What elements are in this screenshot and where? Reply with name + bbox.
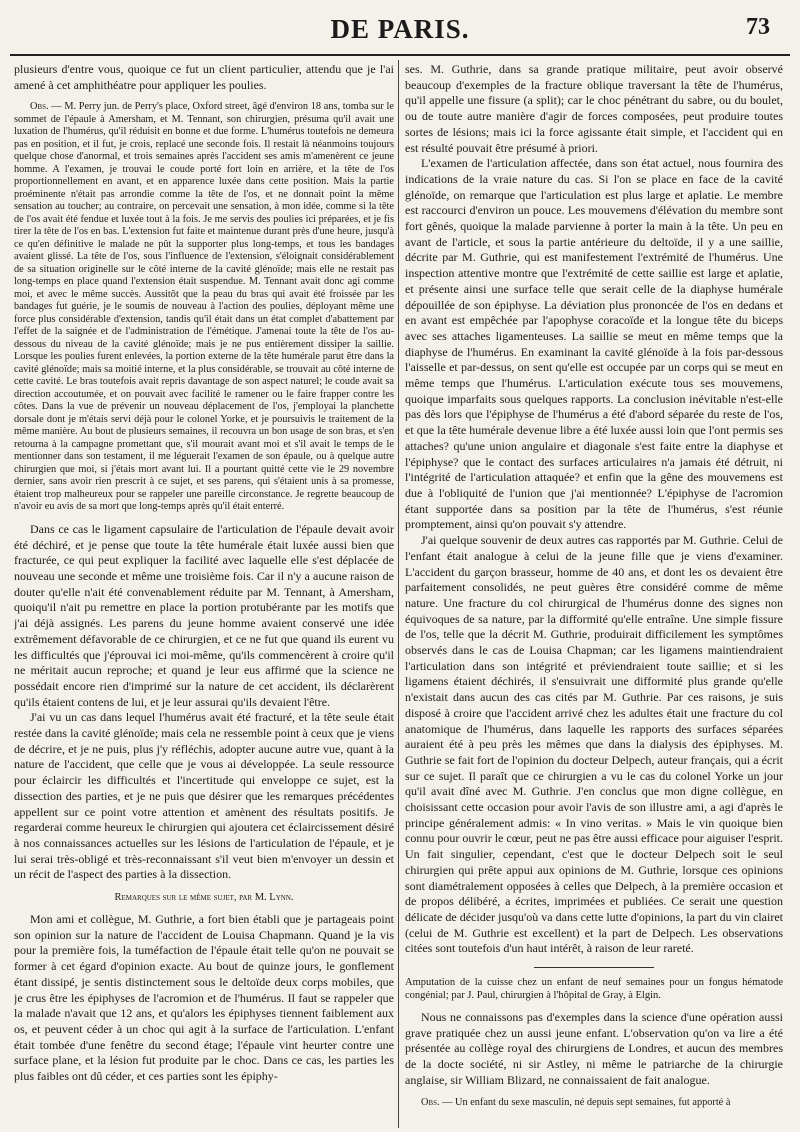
paragraph: L'examen de l'articulation affectée, dans son état actuel, nous fournira des indications de la vraie nature du cas. Si l'on se place en face de la cavité glénoïde, on remarque que l'articulation est plus large et aplatie. Le membre est raccourci d'environ un pouce. Les mouvemens d'élévation du membre sont fort gênés, quoique la malade parvienne à porter la main à la tête. Un peu en avant de l'article, et sous la partie antérieure du deltoïde, il y a une saillie, décrite par M. Guthrie, qui est manifestement l'extrémité de l'humérus. Une inspection attentive montre que l'extrémité de cette saillie est large et aplatie, et présente ainsi une surface telle que serait celle de la diaphyse humérale dépouillée de son épiphyse. La déviation plus prononcée de l'os en dedans et en avant est empêchée par l'apophyse coracoïde et la longue tête du biceps avec ses attaches ligamenteuses. La saillie se meut en même temps que la diaphyse de l'humérus. En examinant la cavité glénoïde à la fois par-dessous l'aisselle et par-dessus, on sent qu'elle est occupée par un corps qui se meut en même temps que l'humérus. L'articulation exécute tous ses mouvemens, quoique imparfaits sous quelques rapports. La conclusion inévitable n'est-elle pas dès lors que l'épiphyse de l'humérus a été d'abord séparée du reste de l'os, et que la tête humérale devenue libre a été luxée aussi loin que l'ont permis ses attaches? qu'une union angulaire et diagonale s'est faite entre la diaphyse et l'épiphyse? que le contact des surfaces articulaires n'a jamais été détruit, ni l'intégrité de l'articulation attaquée? et enfin que la gêne des mouvemens est due à l'obliquité de l'union que j'ai mentionnée? L'épiphyse de l'acromion étant supportée dans sa position par la tête de l'humérus, s'est réunie promptement, ainsi qu'on pouvait s'y attendre. — [405, 156, 783, 532]
observation-label: Obs. — — [30, 101, 62, 113]
paragraph: Nous ne connaissons pas d'exemples dans la science d'une opération aussi grave pratiquée chez un aussi jeune enfant. L'observation qu'on va lire a été présentée au collège royal des chirurgiens de Londres, et aucun des membres de la docte société, ni sir Astley, ni même le patriarche de la chirurgie anglaise, sir William Blizard, ne connaissaient de fait analogue. — [405, 1010, 783, 1087]
observation-text: M. Perry jun. de Perry's place, Oxford street, âgé d'environ 18 ans, tomba sur le sommet de l'épaule à Amersham, et M. Tennant, son chirurgien, présuma qu'il avait une luxation de l'humérus, qu'il réduisit en bonne et due forme. L'humérus toutefois ne demeura pas en position, et il fut, je crois, replacé une seconde fois. Il restait là néanmoins toujours quelque chose d'anormal, et trois semaines après l'accident ses amis m'amenèrent ce jeune homme. A l'examen, je trouvai le coude porté fort loin en arrière, et la tête de l'os proportionnellement en avant, et en apparence luxée dans cette position. Mais la partie proéminente n'était pas arrondie comme la tête de l'os, et ne donnait point la même sensation au toucher; au contraire, on percevait une sensation, à mon idée, comme si la tête de l'os avait été fendue et luxée tout à la fois. Je me servis des poulies ici préparées, et je fis tirer la tête de l'os en bas. L'extension fut faite et maintenue durant près d'une heure, jusqu'à ce qu'en définitive le malade ne pût la supporter plus long-temps, et tous les bandages avaient glissé. La tête de l'os, sous l'influence de l'extension, s'éloignait considérablement de sa situation originelle sur le côté interne de la cavité glénoïde; mais elle ne restait pas long-temps en place quand l'extension était suspendue. M. Tennant avait donc agi comme moi, et avec le même succès. Aussitôt que la peau du bras qui avait été froissée par les bandages fut guérie, je le soumis de nouveau à l'action des poulies, déployant même une force plus considérable d'extension, tandis qu'il était dans un état complet d'abattement par l'effet de la saignée et de l'administration de l'émétique. J'amenai toute la tête de l'os au-dessous du niveau de la cavité glénoïde; mais je ne pus entièrement dissiper la saillie. Lorsque les poulies furent enlevées, la portion externe de la tête humérale parut être dans la cavité glénoïde; mais sa moitié interne, et la plus considérable, se trouvait au côté interne de cette cavité. Le bras toutefois avait repris davantage de son aspect naturel; le coude avait sa direction accoutumée, et on pouvait avec facilité le ramener ou le faire frapper contre les côtes. Dans la vue de prévenir un nouveau déplacement de l'os, j'employai la planchette dorsale dont je m'étais servi déjà pour le colonel Yorke, et je poursuivis le traitement de la même manière. Au bout de plusieurs semaines, il recouvra un bon usage de son bras, et s'en retourna à la campagne promettant que, s'il mourait avant moi et s'il avait le temps de le mentionner dans son testament, il me léguerait l'examen de son épaule, ou à quelque autre chirurgien que moi, si j'étais mort avant lui. Il a pourtant quitté cette vie le 29 novembre dernier, sans avoir rien prescrit à ce sujet, et ses parens, qui s'étaient unis à sa promesse, étaient trop malheureux pour se rappeler une pareille circonstance. Je regrette beaucoup de n'avoir eu avis de sa mort que long-temps après qu'il était enterré. — [14, 101, 394, 513]
column-divider — [398, 60, 399, 1128]
paragraph: ses. M. Guthrie, dans sa grande pratique militaire, peut avoir observé beaucoup d'exemples de la fracture oblique traversant la tête de l'humérus, qu'il appelle une fissure (a split); car le choc pénétrant du sabre, ou du boulet, ou de toute autre manière d'agir de forces composées, peut produire toutes sortes de lésions; mais ici la force agissante était simple, et l'accident qui en est résulté pouvait être présumé à priori. — [405, 62, 783, 155]
paragraph: J'ai quelque souvenir de deux autres cas rapportés par M. Guthrie. Celui de l'enfant était analogue à celui de la jeune fille que je viens d'examiner. L'accident du garçon brasseur, homme de 40 ans, et dont les os devaient être parfaitement consolidés, ne peut guères être considéré comme de même nature. Une fracture du col chirurgical de l'humérus donne des signes non équivoques de sa nature, par la difformité qu'elle entraîne. Une simple fissure de l'os, telle que la décrit M. Guthrie, produirait difficilement les symptômes observés dans le cas de Louisa Chapman; car les ligamens maintiendraient l'articulation dans son intégrité et préviendraient toute saillie; et si les ligamens étaient déchirés, il s'ensuivrait une difformité plus grande qu'elle n'existait dans aucun des cas cités par M. Guthrie. Par ces raisons, je suis disposé à croire que l'accident arrivé chez les adultes était une fracture du col anatomique de l'humérus, dans laquelle les rapports des surfaces séparées auraient été à peu près les mêmes que dans la dialysis des épiphyses. M. Guthrie se fait fort de l'opinion du docteur Delpech, auteur français, qui a écrit sur ce sujet. Il paraît que ce chirurgien a vu le cas du colonel Yorke un jour qu'il avait dîné avec M. Guthrie. J'en conclus que mon digne collègue, en choisissant cette occasion pour avoir l'avis de son illustre ami, a agi d'après le principe généralement admis: « In vino veritas. » Mais le vin quoique bien connu pour ouvrir le cœur, peut ne pas être aussi efficace pour aiguiser l'esprit. Un fait singulier, cependant, c'est que le docteur Delpech soit le seul chirurgien qui prête appui aux opinions de M. Guthrie, lorsque ces opinions sont diamétralement opposées à celles que Delpech, à la première occasion et de propos délibéré, a écrites, imprimées et publiées. Ce serait une question délicate de décider jusqu'où va dans cette lutte d'opinions, la part du vin clairet (celui de M. Guthrie est excellent) et la part de Delpech. Les observations citées sont toutefois d'un haut intérêt, à raison de leur rareté. — [405, 533, 783, 956]
section-rule — [534, 967, 654, 968]
page-header — [0, 0, 800, 54]
observation-paragraph — [405, 1097, 783, 1110]
section-heading: Amputation de la cuisse chez un enfant de neuf semaines pour un fongus hématode congénial; par J. Paul, chirurgien à l'hôpital de Gray, à Elgin. — [405, 977, 783, 1002]
left-column — [14, 62, 394, 1128]
observation-label: Obs. — — [421, 1096, 453, 1108]
running-title: DE PARIS. — [330, 14, 470, 44]
section-heading: Remarques sur le même sujet, par M. Lynn. — [114, 892, 294, 904]
header-rule — [10, 54, 790, 56]
observation-text: Un enfant du sexe masculin, né depuis sept semaines, fut apporté à — [455, 1096, 731, 1108]
paragraph: plusieurs d'entre vous, quoique ce fut un client particulier, attendu que je l'ai amené à cet amphithéatre pour appliquer les poulies. — [14, 62, 394, 92]
paragraph: Dans ce cas le ligament capsulaire de l'articulation de l'épaule devait avoir été déchiré, et je pense que toute la tête humérale était luxée aussi bien que fracturée, ce qui peut expliquer la facilité avec laquelle elle s'est déplacée de nouveau une seconde et même une troisième fois. Car il n'y a aucune raison de douter qu'elle n'ait été convenablement réduite par M. Tennant, à Amersham, quoiqu'il n'ait pu remettre en place la portion protubérante par les motifs que j'ai déjà assignés. Les parens du jeune homme avaient conservé une idée extrêmement défavorable de ce chirurgien, et ce ne fut que quand ils eurent vu les difficultés que j'éprouvai ici moi-même, qu'ils commencèrent à croire qu'il ne méritait aucun reproche; et quand je leur eus affirmé que la science ne possédait encore rien d'imprimé sur la nature de cet accident, ils déclarèrent qu'ils étaient contens de lui, et je leur assurai qu'ils devaient l'être. — [14, 521, 394, 709]
page-number: 73 — [746, 14, 770, 40]
paragraph: Mon ami et collègue, M. Guthrie, a fort bien établi que je partageais point son opinion sur la nature de l'accident de Louisa Chapmann. Quand je la vis pour la première fois, la tuméfaction de l'épaule était telle qu'on ne pouvait se former à cet égard d'opinion exacte. Au bout de quinze jours, le gonflement étant dissipé, je sentis distinctement sous le deltoïde deux corps mobiles, que je crus être les épiphyses de l'acromion et de l'humérus. Il faut se rappeler que la malade n'avait que 12 ans, et qu'alors les épiphyses tiennent faiblement aux os, et peuvent céder à un choc qui agit à la surface de l'articulation. L'enfant était tombée d'une fenêtre du second étage; l'épaule vint heurter contre une surface plane, et la lésion fut produite par le choc. Dans ce cas, les parties les plus faibles ont dû céder, et ces parties sont les épiphy- — [14, 912, 394, 1084]
paragraph: J'ai vu un cas dans lequel l'humérus avait été fracturé, et la tête seule était restée dans la cavité glénoïde; mais cela ne ressemble point à ceux que je viens de décrire, et je ne puis, plus j'y réfléchis, adopter aucune autre vue, quant à la nature de l'accident, que celle que je vous ai développée. La seule ressource pour éclaircir les difficultés et l'incertitude qui enveloppe ce sujet, est la dissection des parties, et je ne puis que désirer que les remarques précédentes appellent sur ce point votre attention et amènent des résultats positifs. Je regarderai comme heureux le chirurgien qui ajoutera cet éclaircissement désiré à nos connaissances actuelles sur les lésions de l'articulation de l'épaule, et je lui serai très-obligé et très-reconnaissant s'il veut bien m'envoyer un dessin et un récit de l'aspect des parties à la dissection. — [14, 710, 394, 882]
right-column — [405, 62, 783, 1128]
observation-paragraph — [14, 101, 394, 514]
